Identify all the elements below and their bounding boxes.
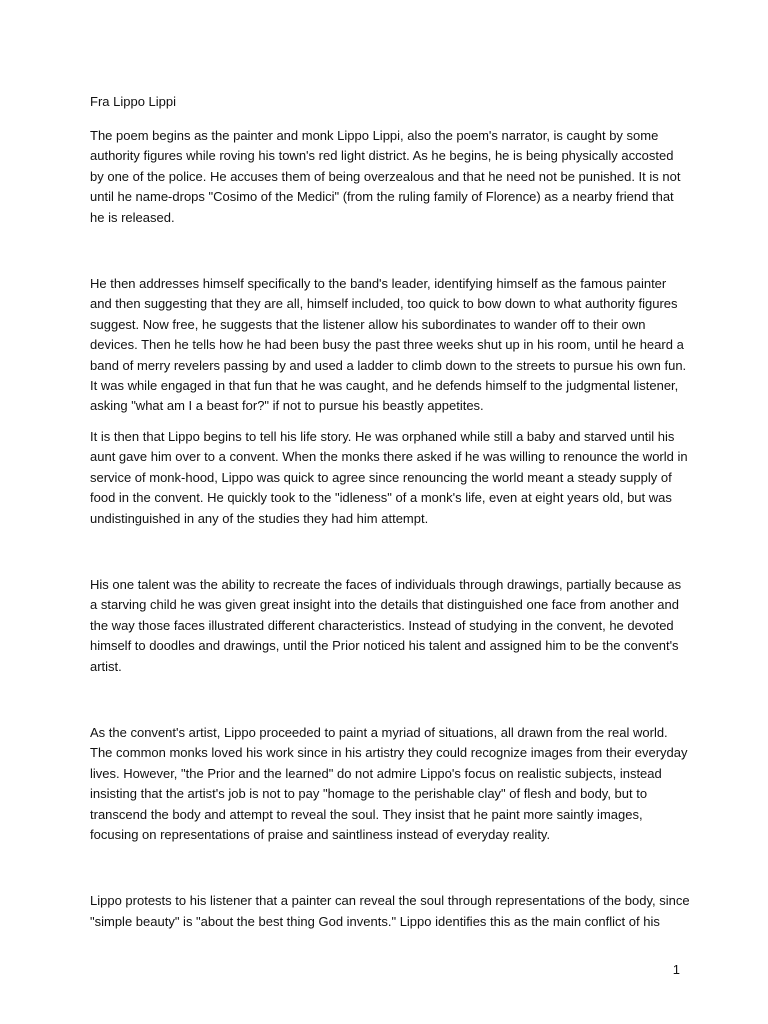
- paragraph-1: The poem begins as the painter and monk Lippo Lippi, also the poem's narrator, is caught by some authority figures while roving his town's red light district. As he begins, he is being physically accosted by one of the police. He accuses them of being overzealous and that he need not be punished. It is not until he name-drops "Cosimo of the Medici" (from the ruling family of Florence) as a nearby friend that he is released.: [90, 128, 681, 225]
- document-body: [90, 92, 690, 932]
- paragraph-spacer: [90, 677, 690, 723]
- paragraph-5: As the convent's artist, Lippo proceeded to paint a myriad of situations, all drawn from the real world. The common monks loved his work since in his artistry they could recognize images from their everyday lives. However, "the Prior and the learned" do not admire Lippo's focus on realistic subjects, instead insisting that the artist's job is not to pay "homage to the perishable clay" of flesh and body, but to transcend the body and attempt to reveal the soul. They insist that he paint more saintly images, focusing on representations of praise and saintliness instead of everyday reality.: [90, 724, 688, 842]
- paragraph-spacer: [90, 529, 690, 575]
- paragraph-4: His one talent was the ability to recreate the faces of individuals through drawings, partially because as a starving child he was given great insight into the details that distinguished one face from another and the way those faces illustrated different characteristics. Instead of studying in the convent, he devoted himself to doodles and drawings, until the Prior noticed his talent and assigned him to be the convent's artist.: [90, 576, 682, 674]
- paragraph-6: Lippo protests to his listener that a painter can reveal the soul through representations of the body, since "simple beauty" is "about the best thing God invents." Lippo identifies this as the main conflict of his: [90, 893, 690, 929]
- paragraph-spacer: [90, 228, 690, 274]
- paragraph-spacer: [90, 417, 690, 427]
- page-number: 1: [672, 962, 680, 977]
- paragraph-2: He then addresses himself specifically to the band's leader, identifying himself as the famous painter and then suggesting that they are all, himself included, too quick to bow down to what authority figures suggest. Now free, he suggests that the listener allow his subordinates to wander off to their own devices. Then he tells how he had been busy the past three weeks shut up in his room, until he heard a band of merry revelers passing by and used a ladder to climb down to the streets to pursue his own fun. It was while engaged in that fun that he was caught, and he defends himself to the judgmental listener, asking "what am I a beast for?" if not to pursue his beastly appetites.: [90, 276, 687, 414]
- document-title: Fra Lippo Lippi: [90, 94, 176, 109]
- paragraph-spacer: [90, 845, 690, 891]
- paragraph-3: It is then that Lippo begins to tell his life story. He was orphaned while still a baby and starved until his aunt gave him over to a convent. When the monks there asked if he was willing to renounce the world in service of monk-hood, Lippo was quick to agree since renouncing the world meant a steady supply of food in the convent. He quickly took to the "idleness" of a monk's life, even at eight years old, but was undistinguished in any of the studies they had him attempt.: [90, 428, 688, 526]
